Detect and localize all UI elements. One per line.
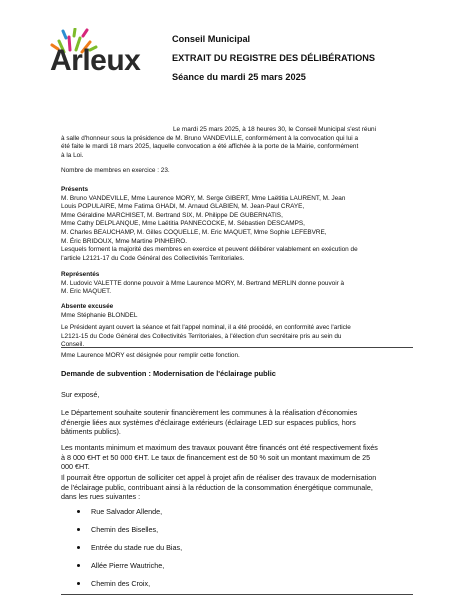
procedure-paragraph [61, 324, 413, 350]
header-council: Conseil Municipal [172, 34, 251, 44]
bullet-icon [77, 582, 80, 585]
presents-line: M. Bruno VANDEVILLE, Mme Laurence MORY, M. Serge GIBERT, Mme Laëtitia LAURENT, M. Jean [61, 194, 346, 202]
paragraph-line: d'énergie liées aux systèmes d'éclairage extérieurs (éclairage LED sur espaces publics, hors [61, 417, 356, 427]
paragraph-line: 000 €HT. [61, 462, 90, 472]
intro-line: à salle d'honneur sous la présidence de M. Bruno VANDEVILLE, conformément à la convocation qui lui a [61, 134, 359, 142]
subject-paragraph-1 [61, 408, 413, 437]
subject-paragraph-2 [61, 443, 413, 472]
secretary-designation: Mme Laurence MORY est désignée pour remplir cette fonction. [61, 352, 240, 359]
intro-line: Le mardi 25 mars 2025, à 18 heures 30, le Conseil Municipal s'est réuni [173, 126, 376, 133]
bullet-icon [77, 546, 80, 549]
presents-line: Louis POPULAIRE, Mme Fatima GHADI, M. Arnaud GLABIEN, M. Jean-Paul CRAYE, [61, 203, 305, 211]
intro-line: été faite le mardi 18 mars 2025, laquelle convocation a été affichée à la porte de la Mairie, conformément [61, 143, 359, 151]
presents-line: Mme Cathy DELPLANQUE, Mme Laëtitia PANNECOCKE, M. Sébastien DESCAMPS, [61, 220, 305, 228]
list-item [61, 503, 182, 521]
procedure-line: Le Président ayant ouvert la séance et fait l'appel nominal, il a été procédé, en conformité avec l'article [61, 324, 351, 331]
page-bottom-rule [61, 594, 413, 595]
list-item [61, 575, 182, 593]
intro-line: à la Loi. [61, 151, 84, 159]
document-header [172, 30, 432, 87]
intro-paragraph [61, 126, 413, 160]
absent-line: Mme Stéphanie BLONDEL [61, 311, 138, 319]
subject-paragraph-3 [61, 473, 413, 502]
subject-title: Demande de subvention : Modernisation de l'éclairage public [61, 369, 276, 378]
presents-line: Lesquels forment la majorité des membres en exercice et peuvent délibérer valablement en exécution de [61, 246, 358, 254]
street-name: Chemin des Biselles, [91, 525, 159, 534]
represented-section [61, 271, 413, 297]
represented-label: Représentés [61, 271, 100, 278]
bullet-icon [77, 564, 80, 567]
paragraph-line: dans les rues suivantes : [61, 492, 141, 502]
paragraph-line: de l'éclairage public, contribuant ainsi à la réduction de la consommation énergétique communale, [61, 482, 373, 492]
paragraph-line: Les montants minimum et maximum des travaux pouvant être financés ont été respectivement fixés [61, 443, 378, 452]
paragraph-line: bâtiments publics). [61, 427, 121, 437]
presents-line: Mme Géraldine MARCHISET, M. Bertrand SIX, M. Philippe DE GUBERNATIS, [61, 211, 283, 219]
street-name: Rue Salvador Allende, [91, 507, 163, 516]
represented-line: M. Eric MAQUET. [61, 288, 112, 296]
presents-line: M. Charles BEAUCHAMP, M. Gilles COQUELLE, M. Eric MAQUET, Mme Sophie LEFEBVRE, [61, 228, 327, 236]
paragraph-line: Il pourrait être opportun de solliciter cet appel à projet afin de réaliser des travaux de modernisation [61, 473, 377, 482]
presents-line: l'article L2121-17 du Code Général des Collectivités Territoriales. [61, 254, 245, 262]
bullet-icon [77, 528, 80, 531]
street-name: Entrée du stade rue du Bias, [91, 543, 183, 552]
paragraph-line: à 8 000 €HT et 50 000 €HT. Le taux de financement est de 50 % soit un montant maximum de 25 [61, 452, 371, 462]
street-name: Chemin des Croix, [91, 579, 151, 588]
section-divider [61, 347, 413, 348]
street-name: Allée Pierre Wautriche, [91, 561, 165, 570]
expose-line: Sur exposé, [61, 390, 100, 399]
absent-section [61, 303, 413, 320]
header-session: Séance du mardi 25 mars 2025 [172, 72, 306, 82]
header-register: EXTRAIT DU REGISTRE DES DÉLIBÉRATIONS [172, 53, 375, 63]
presents-label: Présents [61, 186, 88, 193]
absent-label: Absente excusée [61, 303, 114, 310]
members-count: Nombre de membres en exercice : 23. [61, 167, 170, 174]
list-item [61, 539, 182, 557]
procedure-line: Conseil. [61, 341, 85, 349]
arleux-logo [50, 28, 148, 90]
presents-section [61, 186, 413, 263]
procedure-line: L2121-15 du Code Général des Collectivités Territoriales, à l'élection d'un secrétaire pris au sein du [61, 332, 342, 340]
presents-line: M. Éric BRIDOUX, Mme Martine PINHEIRO. [61, 237, 188, 245]
list-item [61, 557, 182, 575]
logo-wordmark: Arleux [50, 44, 141, 77]
represented-line: M. Ludovic VALETTE donne pouvoir à Mme Laurence MORY, M. Bertrand MERLIN donne pouvoir à [61, 279, 345, 287]
street-list [61, 503, 182, 593]
list-item [61, 521, 182, 539]
paragraph-line: Le Département souhaite soutenir financièrement les communes à la réalisation d'économies [61, 408, 358, 417]
bullet-icon [77, 510, 80, 513]
